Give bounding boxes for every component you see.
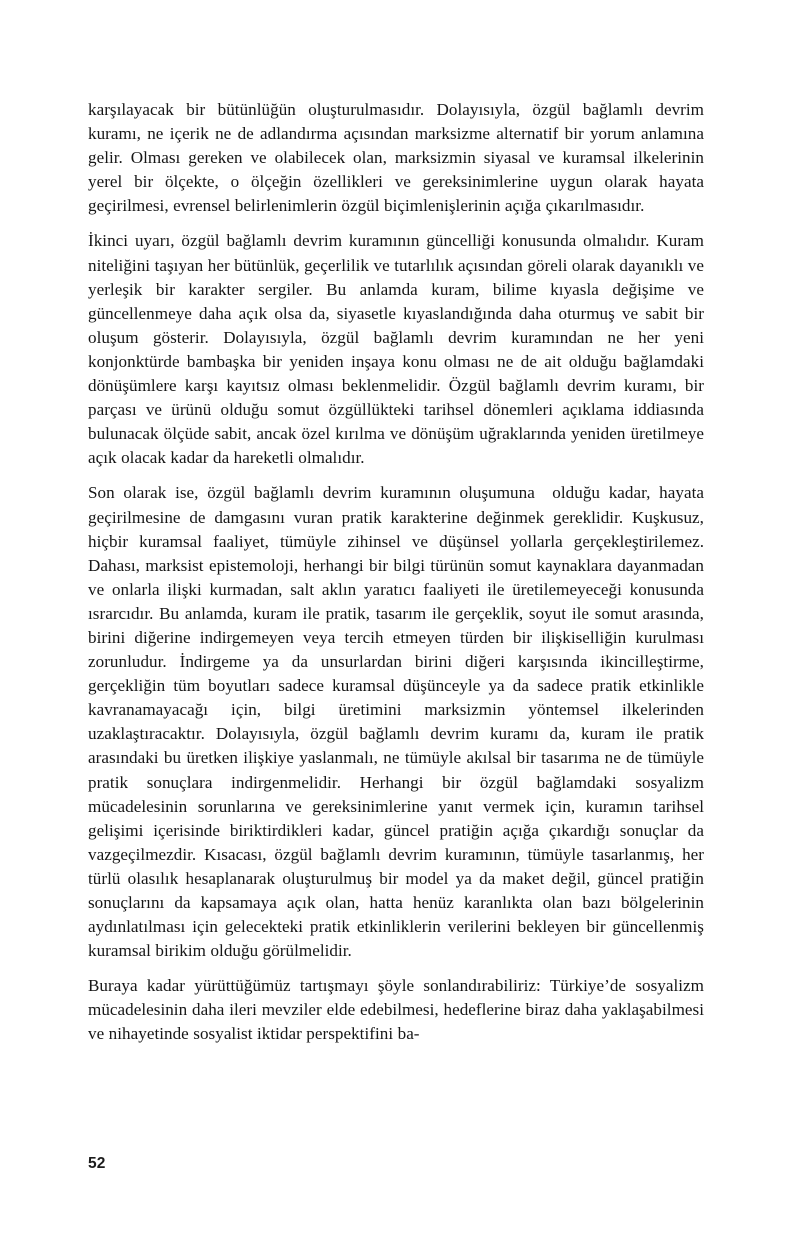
body-paragraph: karşılayacak bir bütünlüğün oluşturulmasıdır. Dolayısıyla, özgül bağlamlı devrim kuramı, ne içerik ne de adlandırma açısından marksizme alternatif bir yorum anlamına gelir. Olması gereken ve olabilecek olan, marksizmin siyasal ve kuramsal ilkelerinin yerel bir ölçekte, o ölçeğin özellikleri ve gereksinimlerine uygun olarak hayata geçirilmesi, evrensel belirlenimlerin özgül biçimlenişlerinin açığa çıkarılmasıdır. bbox=[88, 100, 709, 216]
body-paragraph: İkinci uyarı, özgül bağlamlı devrim kuramının güncelliği konusunda olmalıdır. Kuram niteliğini taşıyan her bütünlük, geçerlilik ve tutarlılık açısından göreli olarak dayanıklı ve yerleşik bir karakter sergiler. Bu anlamda kuram, bilime kıyasla değişime ve güncellenmeye daha açık olsa da, siyasetle kıyaslandığında daha oturmuş ve sabit bir oluşum gösterir. Dolayısıyla, özgül bağlamlı devrim kuramından ne her yeni konjonktürde bambaşka bir yeniden inşaya konu olması ne de ait olduğu bağlamdaki dönüşümlere karşı kayıtsız olması beklenmelidir. Özgül bağlamlı devrim kuramı, bir parçası ve ürünü olduğu somut özgüllükteki tarihsel dönemleri açıklama iddiasında bulunacak ölçüde sabit, ancak özel kırılma ve dönüşüm uğraklarında yeniden üretilmeye açık olacak kadar da hareketli olmalıdır. bbox=[88, 231, 709, 468]
body-paragraph: Buraya kadar yürüttüğümüz tartışmayı şöyle sonlandırabiliriz: Türkiye’de sosyalizm mücadelesinin daha ileri mevziler elde edebilmesi, hedeflerine biraz daha yaklaşabilmesi ve nihayetinde sosyalist iktidar perspektifini ba- bbox=[88, 976, 709, 1044]
page-number: 52 bbox=[88, 1155, 106, 1172]
body-paragraph: Son olarak ise, özgül bağlamlı devrim kuramının oluşumuna olduğu kadar, hayata geçirilmesine de damgasını vuran pratik karakterine değinmek gereklidir. Kuşkusuz, hiçbir kuramsal faaliyet, tümüyle zihinsel ve düşünsel yollarla gerçekleştirilemez. Dahası, marksist epistemoloji, herhangi bir bilgi türünün somut kaynaklara dayanmadan ve onlarla ilişki kurmadan, salt aklın yaratıcı faaliyeti ile üretilemeyeceği konusunda ısrarcıdır. Bu anlamda, kuram ile pratik, tasarım ile gerçeklik, soyut ile somut arasında, birini diğerine indirgemeyen veya tercih etmeyen türden bir ilişkiselliğin kurulması zorunludur. İndirgeme ya da unsurlardan birini diğeri karşısında ikincilleştirme, gerçekliğin tüm boyutları sadece kuramsal düşünceyle ya da sadece pratik etkinlikle kavranamayacağı için, bilgi üretimini marksizmin yöntemsel ilkelerinden uzaklaştıracaktır. Dolayısıyla, özgül bağlamlı devrim kuramı da, kuram ile pratik arasındaki bu üretken ilişkiye yaslanmalı, ne tümüyle akılsal bir tasarıma ne de tümüyle pratik sonuçlara indirgenmelidir. Herhangi bir özgül bağlamdaki sosyalizm mücadelesinin sorunlarına ve gereksinimlerine yanıt vermek için, kuramın tarihsel gelişimi içerisinde biriktirdikleri kadar, güncel pratiğin açığa çıkardığı sonuçlar da vazgeçilmezdir. Kısacası, özgül bağlamlı devrim kuramının, tümüyle tasarlanmış, her türlü olasılık hesaplanarak oluşturulmuş bir model ya da maket değil, güncel pratiğin sonuçlarını da kapsamaya açık olan, hatta henüz karanlıkta olan bazı bölgelerinin aydınlatılması için gelecekteki pratik etkinliklerin verilerini bekleyen bir güncellenmiş kuramsal birikim olduğu görülmelidir. bbox=[88, 483, 709, 961]
page-text-column bbox=[88, 98, 709, 1047]
